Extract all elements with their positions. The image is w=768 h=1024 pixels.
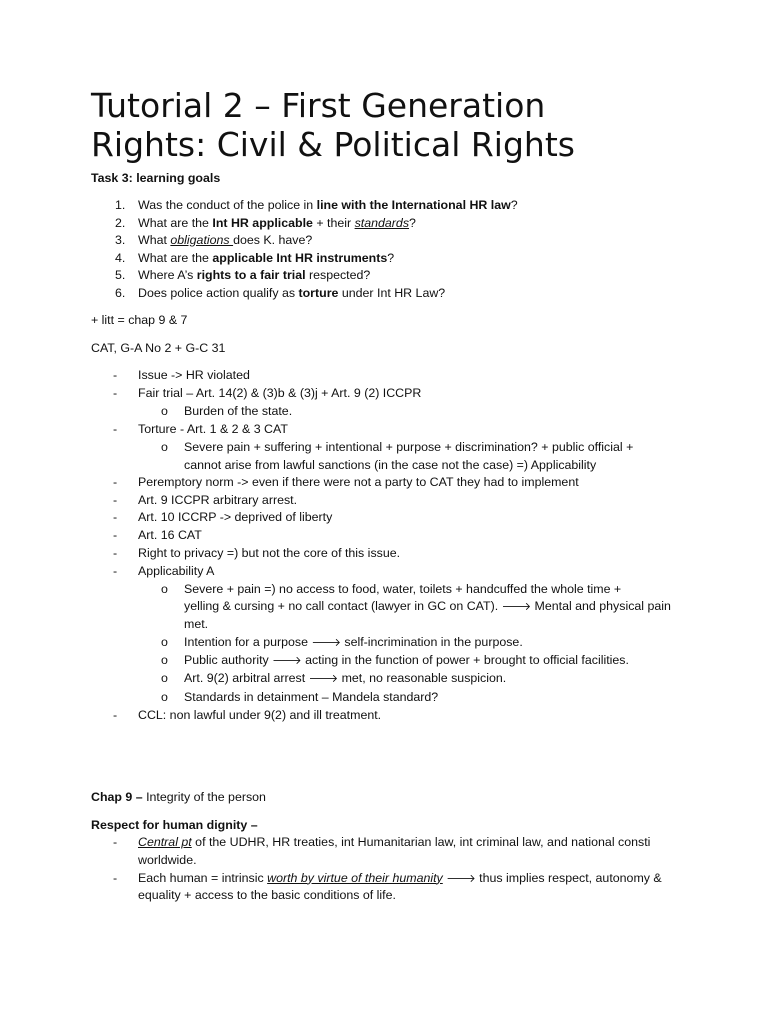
page-title: [91, 86, 691, 164]
cat-note: CAT, G-A No 2 + G-C 31: [91, 341, 226, 355]
arrow-right-icon: 🡒: [308, 671, 339, 685]
task-heading: Task 3: learning goals: [91, 171, 221, 185]
title-line-1: Tutorial 2 – First Generation: [91, 86, 546, 125]
title-line-2: Rights: Civil & Political Rights: [91, 125, 575, 164]
chap9-heading: Chap 9 – Integrity of the person: [91, 790, 266, 804]
arrow-right-icon: 🡒: [272, 653, 302, 667]
arrow-right-icon: 🡒: [501, 600, 532, 613]
arrow-right-icon: 🡒: [446, 871, 476, 885]
respect-heading: Respect for human dignity –: [91, 818, 258, 832]
arrow-right-icon: 🡒: [311, 635, 341, 649]
litt-note: + litt = chap 9 & 7: [91, 313, 188, 327]
